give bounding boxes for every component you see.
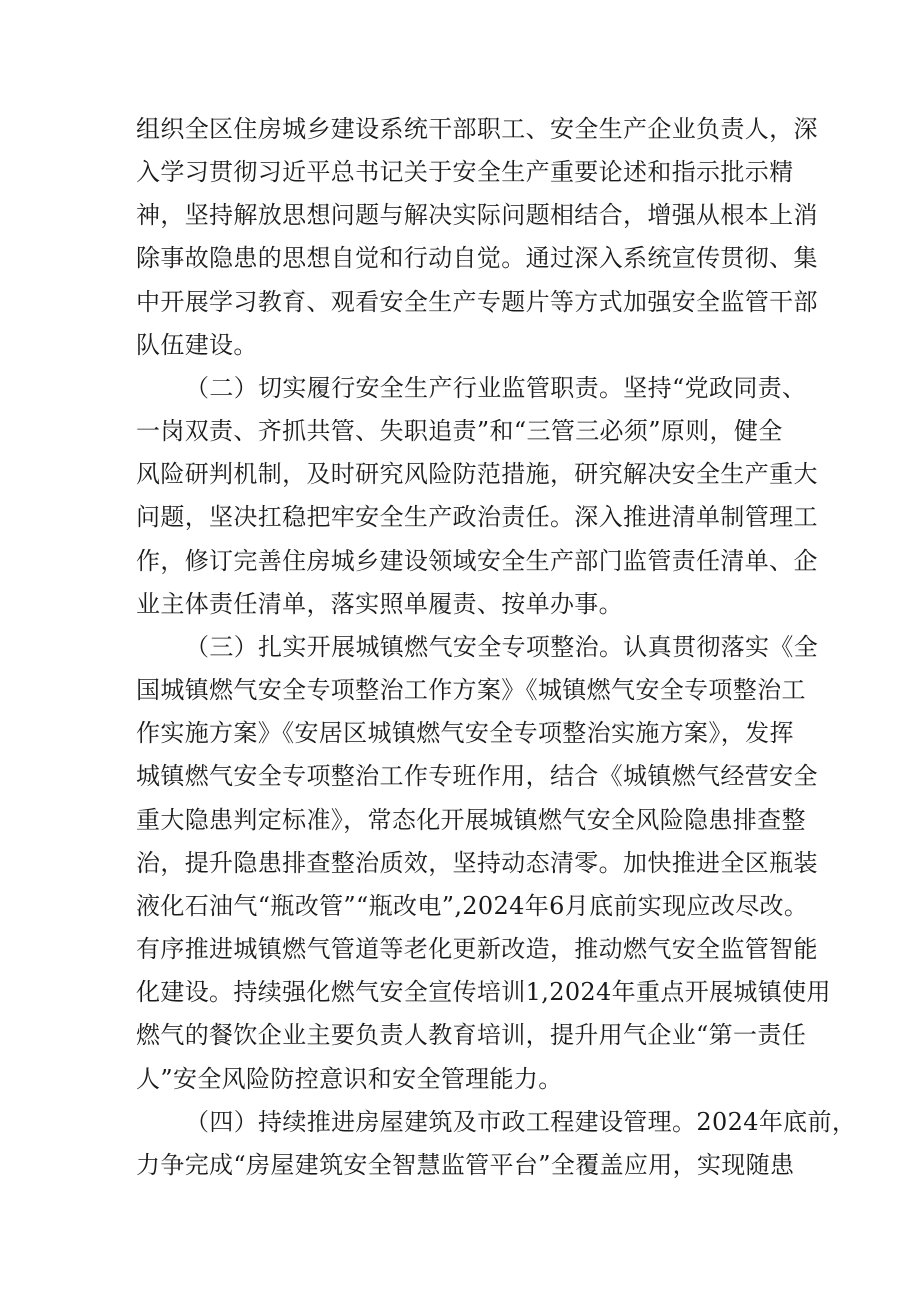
paragraph-heading-4: （四）持续推进房屋建筑及市政工程建设管理。2024年底前， (185, 1108, 857, 1136)
text-line: 化建设。持续强化燃气安全宣传培训1,2024年重点开展城镇使用 (136, 978, 831, 1006)
text-line: 问题，坚决扛稳把牢安全生产政治责任。深入推进清单制管理工 (136, 503, 818, 531)
text-line: 除事故隐患的思想自觉和行动自觉。通过深入系统宣传贯彻、集 (136, 244, 818, 272)
text-line: 业主体责任清单，落实照单履责、按单办事。 (136, 590, 623, 618)
text-line: 液化石油气“瓶改管”“瓶改电”,2024年6月底前实现应改尽改。 (136, 892, 809, 920)
text-line: 城镇燃气安全专项整治工作专班作用，结合《城镇燃气经营安全 (136, 762, 818, 790)
text-line: 中开展学习教育、观看安全生产专题片等方式加强安全监管干部 (136, 288, 818, 316)
paragraph-heading-2: （二）切实履行安全生产行业监管职责。坚持“党政同责、 (185, 374, 807, 402)
text-line: 组织全区住房城乡建设系统干部职工、安全生产企业负责人，深 (136, 115, 818, 143)
text-line: 国城镇燃气安全专项整治工作方案》《城镇燃气安全专项整治工 (136, 676, 806, 704)
text-line: 人”安全风险防控意识和安全管理能力。 (136, 1065, 563, 1093)
text-line: 作，修订完善住房城乡建设领域安全生产部门监管责任清单、企 (136, 547, 818, 575)
text-line: 神，坚持解放思想问题与解决实际问题相结合，增强从根本上消 (136, 201, 818, 229)
text-line: 燃气的餐饮企业主要负责人教育培训，提升用气企业“第一责任 (136, 1021, 807, 1049)
text-line: 重大隐患判定标准》，常态化开展城镇燃气安全风险隐患排查整 (136, 806, 806, 834)
text-line: 队伍建设。 (136, 331, 258, 359)
text-line: 力争完成“房屋建筑安全智慧监管平台”全覆盖应用，实现随患 (136, 1151, 795, 1179)
text-line: 作实施方案》《安居区城镇燃气安全专项整治实施方案》，发挥 (136, 719, 794, 747)
text-line: 有序推进城镇燃气管道等老化更新改造，推动燃气安全监管智能 (136, 935, 818, 963)
paragraph-heading-3: （三）扎实开展城镇燃气安全专项整治。认真贯彻落实《全 (185, 633, 819, 661)
text-line: 入学习贯彻习近平总书记关于安全生产重要论述和指示批示精 (136, 158, 794, 186)
text-line: 治，提升隐患排查整治质效，坚持动态清零。加快推进全区瓶装 (136, 849, 818, 877)
text-line: 风险研判机制，及时研究风险防范措施，研究解决安全生产重大 (136, 460, 818, 488)
text-line: 一岗双责、齐抓共管、失职追责”和“三管三必须”原则，健全 (136, 417, 783, 445)
